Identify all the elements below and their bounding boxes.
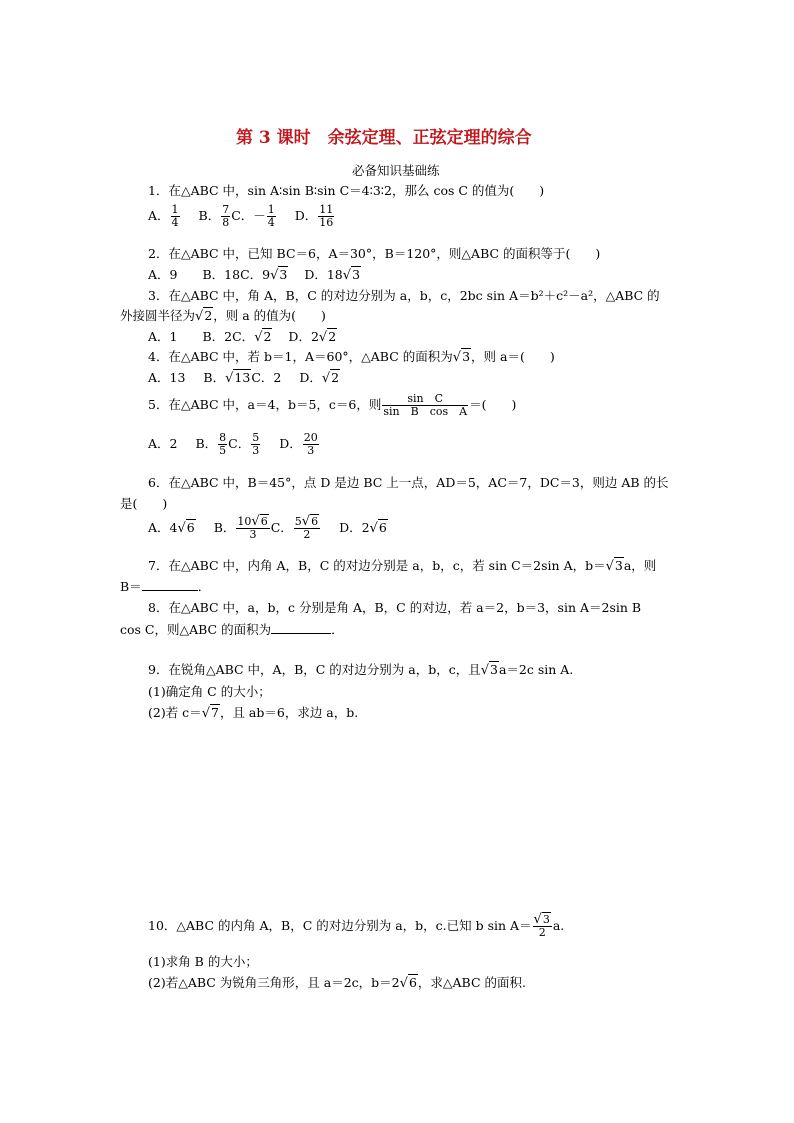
- q5-option-b-fraction: $\frac{8}{5}$: [219, 431, 227, 457]
- question-7-line-1: 7．在△ABC 中，内角 A，B，C 的对边分别是 a，b，c，若 sin C＝2sin A，b＝√3a，则: [148, 558, 657, 574]
- q5-stem-fraction: $\frac{\text{sin C}}{\text{sin B cos A}}$: [383, 392, 468, 418]
- question-2-options: [148, 265, 361, 283]
- q2-option-c-radical: √3: [270, 267, 288, 283]
- q4-option-d: D．: [299, 370, 322, 385]
- section-heading: 必备知识基础练: [352, 163, 440, 178]
- question-1-stem: 1．在△ABC 中，sin A∶sin B∶sin C＝4∶3∶2，那么 cos C 的值为( ): [148, 183, 545, 198]
- question-3-line-2: 外接圆半径为√2，则 a 的值为( ): [120, 308, 326, 324]
- q6-option-c-label: C．: [270, 520, 293, 535]
- question-6-line-2: 是( ): [120, 496, 168, 511]
- question-9-part-2: (2)若 c＝√7，且 ab＝6，求边 a，b.: [148, 705, 359, 721]
- q4-option-b: B．: [203, 370, 226, 385]
- q1-option-a-fraction: $\frac{1}{4}$: [171, 203, 179, 229]
- q1-option-b-fraction: $\frac{7}{8}$: [222, 203, 230, 229]
- question-10-part-1: (1)求角 B 的大小；: [148, 954, 258, 969]
- q6-option-d: D．2: [339, 520, 370, 535]
- question-4-stem: 4．在△ABC 中，若 b＝1，A＝60°，△ABC 的面积为√3，则 a＝( ): [148, 349, 555, 365]
- page-title: 第 3 课时 余弦定理、正弦定理的综合: [236, 128, 532, 148]
- q9-radical: √3: [480, 662, 498, 678]
- question-9-part-1: (1)确定角 C 的大小；: [148, 684, 271, 699]
- q1-option-b-label: B．: [198, 208, 221, 223]
- question-3-line-1: 3．在△ABC 中，角 A，B，C 的对边分别为 a，b，c，2bc sin A＝b²＋c²－a²，△ABC 的: [148, 288, 660, 303]
- question-3-options: [148, 327, 337, 345]
- question-6-options: [148, 516, 388, 541]
- q1-option-a-label: A．: [148, 208, 170, 223]
- question-1-options: [148, 204, 335, 229]
- q4-option-b-radical: √13: [225, 370, 251, 386]
- q5-option-d-label: D．: [279, 436, 302, 451]
- q5-option-c-fraction: $\frac{5}{3}$: [252, 431, 260, 457]
- q1-option-d-label: D．: [294, 208, 318, 223]
- q4-stem-radical: √3: [452, 349, 471, 365]
- q5-option-a: A．2: [148, 436, 178, 451]
- question-8-line-1: 8．在△ABC 中，a，b，c 分别是角 A，B，C 的对边，若 a＝2，b＝3，sin A＝2sin B: [148, 600, 642, 615]
- q1-option-c-fraction: $\frac{1}{4}$: [267, 203, 275, 229]
- question-9-stem: 9．在锐角△ABC 中，A，B，C 的对边分别为 a，b，c，且√3a＝2c sin A.: [148, 662, 574, 678]
- question-10-stem: 10．△ABC 的内角 A，B，C 的对边分别为 a，b，c.已知 b sin A＝ $\frac{√3}{2}$ a.: [148, 912, 565, 939]
- q6-option-b-label: B．: [213, 520, 236, 535]
- q6-option-b-fraction: $\frac{10√6}{3}$: [237, 514, 268, 541]
- q10-fraction: $\frac{√3}{2}$: [533, 912, 550, 939]
- q6-option-c-fraction: $\frac{5√6}{2}$: [294, 514, 319, 541]
- question-5-stem: 5．在△ABC 中，a＝4，b＝5，c＝6，则 $\frac{\text{sin C}}{\text{sin B cos A}}$ ＝( ): [148, 392, 517, 418]
- q3-radical: √2: [195, 308, 213, 324]
- question-7-line-2: B＝ ．: [120, 579, 211, 594]
- question-4-options: [148, 368, 340, 386]
- question-8-line-2: cos C，则△ABC 的面积为 ．: [120, 622, 344, 637]
- q8-answer-blank[interactable]: [271, 622, 331, 634]
- q4-option-c: C．2: [251, 370, 282, 385]
- q2-options-abc: A．9 B．18C．9: [148, 267, 271, 282]
- q4-option-a: A．13: [148, 370, 186, 385]
- question-10-part-2: (2)若△ABC 为锐角三角形，且 a＝2c，b＝2√6，求△ABC 的面积.: [148, 975, 526, 991]
- q2-option-d: D．18: [304, 267, 343, 282]
- q3-options-abc: A．1 B．2C．: [148, 329, 255, 344]
- q7-answer-blank[interactable]: [142, 579, 198, 591]
- question-2-stem: 2．在△ABC 中，已知 BC＝6，A＝30°，B＝120°，则△ABC 的面积等于( ): [148, 246, 601, 261]
- q5-option-d-fraction: $\frac{20}{3}$: [303, 431, 318, 457]
- q9-part-2-radical: √7: [201, 705, 219, 721]
- q3-option-d-radical: √2: [318, 329, 337, 345]
- question-6-line-1: 6．在△ABC 中，B＝45°，点 D 是边 BC 上一点，AD＝5，AC＝7，DC＝3，则边 AB 的长: [148, 475, 669, 490]
- q1-option-d-fraction: $\frac{11}{16}$: [319, 203, 334, 229]
- question-5-options: [148, 432, 320, 457]
- q3-option-c-radical: √2: [254, 329, 272, 345]
- q7-radical: √3: [605, 558, 623, 574]
- q6-option-a: A．4: [148, 520, 178, 535]
- q10-part-2-radical: √6: [399, 975, 417, 991]
- q4-option-d-radical: √2: [321, 370, 340, 386]
- q3-option-d: D．2: [288, 329, 319, 344]
- q6-option-d-radical: √6: [369, 520, 387, 536]
- q6-option-a-radical: √6: [177, 520, 195, 536]
- q5-option-c-label: C．: [228, 436, 251, 451]
- q5-option-b-label: B．: [195, 436, 218, 451]
- q1-option-c-label: C．－: [231, 208, 266, 223]
- q2-option-d-radical: √3: [342, 267, 361, 283]
